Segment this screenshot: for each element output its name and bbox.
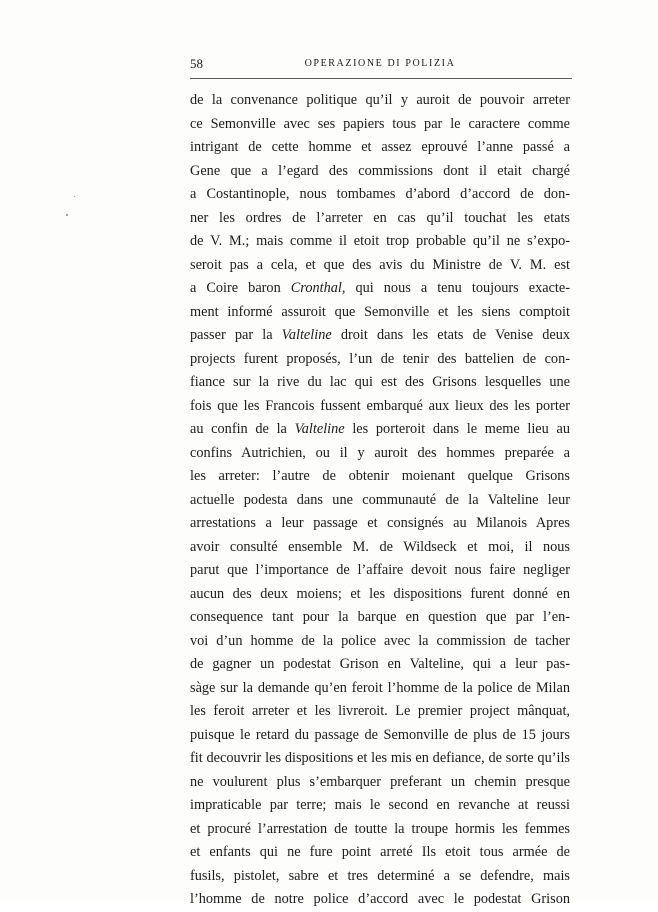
page-number: 58: [190, 56, 203, 71]
paper-speck: [66, 214, 68, 216]
text-segment: passer par la: [190, 327, 282, 343]
text-line: intrigant de cette homme et assez eprouvé l’anne passé a: [190, 139, 570, 155]
text-line: ment informé assuroit que Semonville et les siens comptoit: [190, 303, 570, 320]
text-line: fusils, pistolet, sabre et tres determiné a se defendre, mais: [190, 867, 570, 884]
text-line: Gene que a l’egard des commissions dont il etait chargé: [190, 162, 570, 179]
text-line: sàge sur la demande qu’en feroit l’homme de la police de Milan: [190, 679, 570, 696]
text-line: de V. M.; mais comme il etoit trop probable qu’il ne s’expo-: [190, 233, 570, 249]
text-line: confins Autrichien, ou il y auroit des hommes preparée a: [190, 444, 570, 461]
text-segment: a Coire baron: [190, 280, 291, 296]
text-line: [190, 277, 570, 301]
text-line: ne voulurent plus s’embarquer preferant un chemin presque: [190, 773, 570, 790]
text-line: seroit pas a cela, et que des avis du Ministre de V. M. est: [190, 256, 570, 273]
text-line: et procuré l’arrestation de toutte la troupe hormis les femmes: [190, 820, 570, 837]
text-line: voi d’un homme de la police avec la commission de tacher: [190, 632, 570, 649]
text-line: de gagner un podestat Grison en Valteline, qui a leur pas-: [190, 656, 570, 672]
text-line: arrestations a leur passage et consignés au Milanois Apres: [190, 515, 570, 531]
text-line: fois que les Francois fussent embarqué aux lieux des les porter: [190, 397, 570, 414]
header-rule: [190, 78, 572, 79]
text-line: [190, 418, 570, 442]
text-line: de la convenance politique qu’il y auroit de pouvoir arreter: [190, 92, 570, 108]
text-line: les feroit arreter et les livreroit. Le premier project mânquat,: [190, 703, 570, 719]
text-line: impraticable par terre; mais le second en revanche at reussi: [190, 797, 570, 813]
text-line: a Costantinople, nous tombames d’abord d’accord de don-: [190, 186, 570, 202]
running-head: [190, 56, 570, 72]
italic-name: Cronthal,: [290, 280, 346, 296]
text-line: consequence tant pour la barque en question que par l’en-: [190, 609, 570, 625]
body-text: [190, 89, 570, 912]
text-line: projects furent proposés, l’un de tenir des battelien de con-: [190, 350, 570, 367]
text-line: fit decouvrir les dispositions et les mis en defiance, de sorte qu’ils: [190, 750, 570, 766]
text-line: les arreter: l’autre de obtenir moienant quelque Grisons: [190, 468, 570, 484]
text-line: et enfants qui ne fure point arreté Ils etoit tous armée de: [190, 844, 570, 860]
text-line: l’homme de notre police d’accord avec le podestat Grison: [190, 891, 570, 907]
text-line: parut que l’importance de l’affaire devoit nous faire negliger: [190, 562, 570, 578]
text-line: actuelle podesta dans une communauté de la Valteline leur: [190, 491, 570, 508]
text-segment: les porteroit dans le meme lieu au: [344, 421, 570, 437]
text-line: ner les ordres de l’arreter en cas qu’il touchat les etats: [190, 209, 570, 226]
italic-name: Valteline: [281, 327, 332, 343]
text-line: fiance sur la rive du lac qui est des Grisons lesquelles une: [190, 374, 570, 390]
italic-name: Valteline: [294, 421, 345, 437]
text-segment: qui nous a tenu toujours exacte-: [345, 280, 570, 296]
text-line: [190, 324, 570, 348]
text-segment: droit dans les etats de Venise deux: [331, 327, 570, 343]
text-segment: au confin de la: [190, 421, 295, 437]
running-title: OPERAZIONE DI POLIZIA: [304, 58, 456, 69]
text-line: ce Semonville avec ses papiers tous par le caractere comme: [190, 115, 570, 132]
paper-speck: [74, 196, 75, 197]
text-line: avoir consulté ensemble M. de Wildseck et moi, il nous: [190, 538, 570, 555]
text-line: puisque le retard du passage de Semonville de plus de 15 jours: [190, 726, 570, 743]
text-line: aucun des deux moiens; et les dispositions furent donné en: [190, 585, 570, 602]
